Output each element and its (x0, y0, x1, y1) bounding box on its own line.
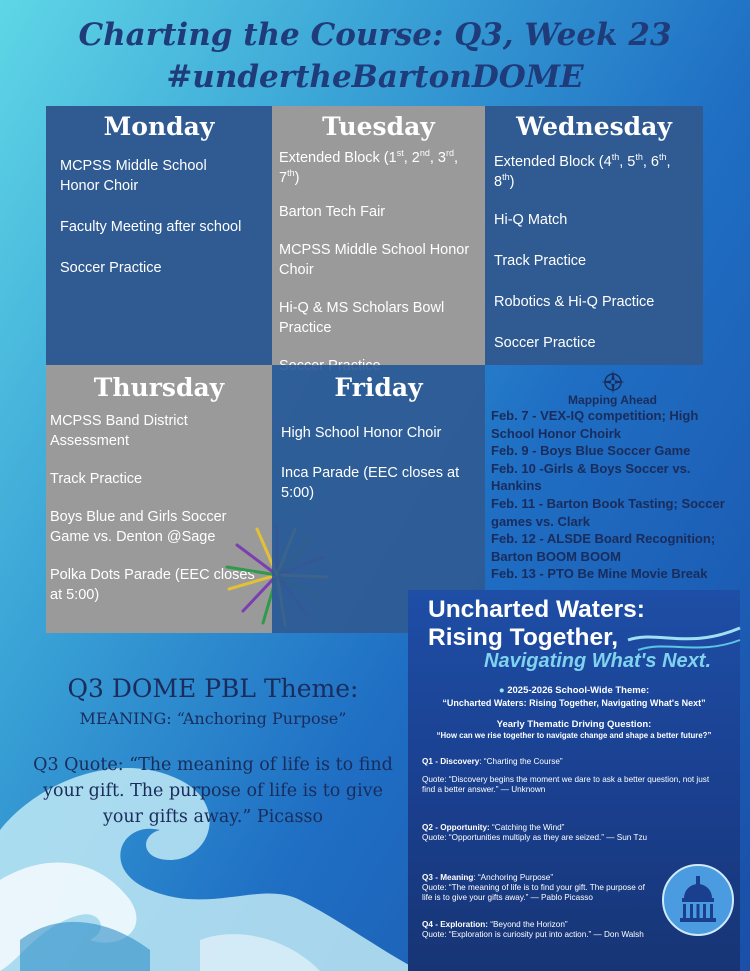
list-item: High School Honor Choir (281, 425, 442, 441)
q3-theme-section (22, 672, 404, 830)
monday-list (46, 156, 272, 278)
list-item: Feb. 9 - Boys Blue Soccer Game (491, 443, 691, 459)
day-heading-wednesday: Wednesday (516, 112, 672, 141)
list-item: Faculty Meeting after school (60, 219, 242, 235)
page-title (0, 14, 750, 98)
mapping-ahead-list (485, 407, 740, 583)
theme-meaning: MEANING: “Anchoring Purpose” (79, 709, 347, 728)
tuesday-list (272, 148, 485, 376)
school-wide-theme-panel (408, 590, 740, 971)
day-heading-thursday: Thursday (93, 373, 225, 402)
list-item: Soccer Practice (60, 260, 162, 276)
theme-heading: Q3 DOME PBL Theme: (67, 674, 359, 703)
quarter-q3: Q3 - Meaning: “Anchoring Purpose” Quote: “The meaning of life is to find your gift. The purpose of life is to give your gifts away.” — Pablo Picasso (422, 873, 645, 903)
list-item: MCPSS Band District Assessment (50, 413, 188, 449)
list-item: Feb. 10 -Girls & Boys Soccer vs. Hankins (491, 460, 691, 494)
list-item: Extended Block (4th, 5th, 6th, 8th) (494, 152, 671, 190)
quarter-q2: Q2 - Opportunity: “Catching the Wind” Quote: “Opportunities multiply as they are seized.” — Sun Tzu (422, 823, 648, 843)
list-item: Track Practice (50, 471, 143, 487)
list-item: MCPSS Middle School Honor Choir (60, 158, 207, 194)
panel-question-text: “How can we rise together to navigate change and shape a better future?” (436, 731, 712, 740)
list-item: Extended Block (1st, 2nd, 3rd, 7th) (279, 148, 459, 186)
title-line-1: Charting the Course: Q3, Week 23 (78, 17, 672, 53)
dome-logo-icon (660, 862, 736, 938)
panel-script-line: Navigating What's Next. (484, 650, 712, 672)
list-item: Feb. 11 - Barton Book Tasting; Soccer games vs. Clark (491, 495, 725, 529)
list-item: Inca Parade (EEC closes at 5:00) (281, 465, 460, 501)
list-item: Polka Dots Parade (EEC closes at 5:00) (50, 567, 255, 603)
list-item: Feb. 12 - ALSDE Board Recognition; Barton BOOM BOOM (491, 531, 716, 564)
theme-quote: Q3 Quote: “The meaning of life is to find your gift. The purpose of life is to give your gifts away.” Picasso (33, 755, 393, 827)
list-item: Feb. 7 - VEX-IQ competition; High School Honor Choirk (491, 408, 699, 441)
list-item: Track Practice (494, 253, 587, 269)
day-heading-tuesday: Tuesday (322, 112, 435, 141)
panel-theme-text: “Uncharted Waters: Rising Together, Navigating What's Next” (442, 698, 706, 708)
wave-swoosh-icon (628, 610, 740, 660)
monday-cell (46, 106, 272, 365)
panel-question-label: Yearly Thematic Driving Question: (496, 719, 652, 730)
list-item: Barton Tech Fair (279, 204, 386, 220)
list-item: Boys Blue and Girls Soccer Game vs. Denton @Sage (50, 509, 227, 545)
list-item: Soccer Practice (494, 335, 596, 351)
wednesday-cell (485, 106, 703, 365)
day-heading-monday: Monday (103, 112, 215, 141)
list-item: Robotics & Hi-Q Practice (494, 294, 655, 310)
list-item: MCPSS Middle School Honor Choir (279, 242, 470, 278)
wednesday-list (485, 152, 703, 353)
day-heading-friday: Friday (334, 373, 423, 402)
quarter-q1: Q1 - Discovery: “Charting the Course” Quote: “Discovery begins the moment we dare to ask a better question, not just find a better answer.” — Unknown (422, 757, 710, 795)
friday-list (272, 423, 485, 503)
compass-icon (600, 369, 626, 395)
list-item: Hi-Q & MS Scholars Bowl Practice (279, 300, 445, 336)
list-item: Feb. 13 - PTO Be Mine Movie Break (491, 566, 708, 582)
tuesday-cell (272, 106, 485, 365)
mapping-ahead-section (485, 365, 740, 590)
panel-theme-label: 2025-2026 School-Wide Theme: (507, 685, 650, 696)
panel-headline-1: Uncharted Waters: (428, 596, 645, 623)
panel-headline-2: Rising Together, (428, 624, 619, 651)
mapping-ahead-title: Mapping Ahead (568, 393, 657, 407)
list-item: Hi-Q Match (494, 212, 568, 228)
globe-icon: ● (498, 685, 505, 696)
quarter-q4: Q4 - Exploration: “Beyond the Horizon” Quote: “Exploration is curiosity put into action.” — Don Walsh (422, 920, 644, 940)
title-line-2: #undertheBartonDOME (166, 59, 584, 95)
